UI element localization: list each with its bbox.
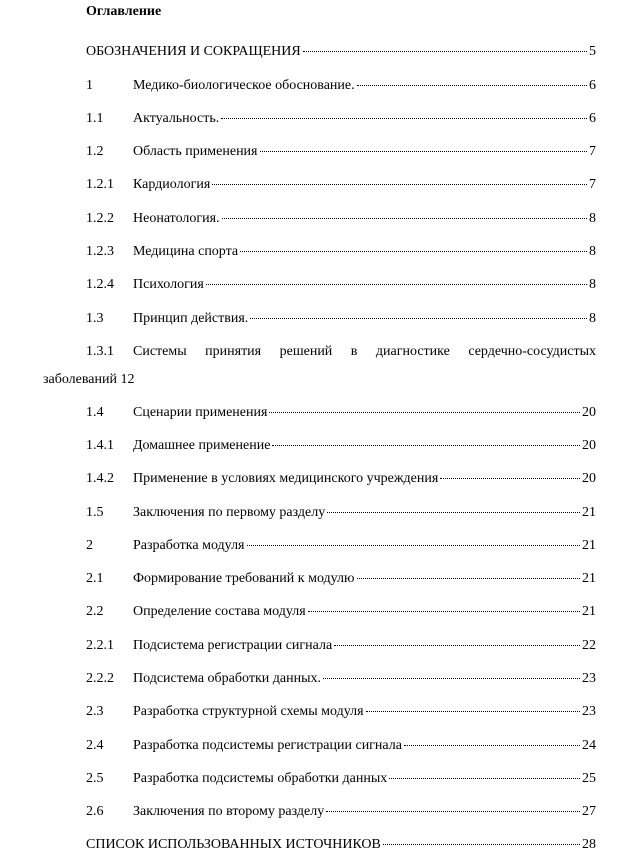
toc-entry-label: Принцип действия. (133, 311, 249, 326)
toc-entry-label: Медицина спорта (133, 244, 239, 259)
toc-entry-page: 20 (582, 438, 596, 453)
toc-entry-page: 28 (582, 837, 596, 852)
toc-entry-label: Системы принятия решений в диагностике сердечно-сосудистых (133, 344, 596, 359)
toc-entry-page: 27 (582, 804, 596, 819)
toc-entry-label: Кардиология (133, 177, 211, 192)
toc-entry-label: Разработка структурной схемы модуля (133, 704, 364, 719)
toc-entry[interactable] (86, 275, 596, 295)
toc-entry[interactable] (86, 76, 596, 96)
toc-entry[interactable] (86, 403, 596, 423)
dot-leader (260, 139, 588, 152)
toc-entry-page: 22 (582, 638, 596, 653)
toc-entry-label: Подсистема регистрации сигнала (133, 638, 333, 653)
toc-entry-number: 1.3.1 (86, 344, 114, 359)
dot-leader (440, 466, 580, 479)
toc-entry-label: Определение состава модуля (133, 604, 306, 619)
dot-leader (303, 39, 587, 52)
toc-entry-page: 21 (582, 571, 596, 586)
toc-entry-number: 2.6 (86, 804, 104, 819)
toc-entry-number: 1.4 (86, 405, 104, 420)
dot-leader (404, 733, 580, 746)
toc-entry-label: Домашнее применение (133, 438, 271, 453)
toc-entry-page: 21 (582, 604, 596, 619)
toc-entry-page: 23 (582, 704, 596, 719)
toc-entry-page: 21 (582, 538, 596, 553)
dot-leader (326, 799, 580, 812)
toc-entry[interactable] (86, 602, 596, 622)
toc-entry-page: 6 (589, 78, 596, 93)
toc-entry-number: 1.1 (86, 111, 104, 126)
toc-entry-page: 21 (582, 505, 596, 520)
toc-entry-page: 7 (589, 144, 596, 159)
toc-entry[interactable] (86, 42, 596, 62)
toc-entry-number: 1.4.2 (86, 471, 114, 486)
dot-leader (250, 306, 587, 319)
toc-entry[interactable] (86, 835, 596, 855)
toc-entry[interactable] (86, 436, 596, 456)
dot-leader (327, 500, 580, 513)
toc-entry-number: 2.4 (86, 738, 104, 753)
dot-leader (206, 272, 587, 285)
dot-leader (212, 172, 587, 185)
dot-leader (357, 73, 587, 86)
toc-entry[interactable] (86, 669, 596, 689)
toc-entry-page: 25 (582, 771, 596, 786)
toc-entry-page: 8 (589, 311, 596, 326)
toc-entry[interactable] (86, 769, 596, 789)
toc-entry-number: 2.2.1 (86, 638, 114, 653)
toc-entry[interactable] (86, 109, 596, 129)
toc-entry-label-cont: заболеваний (43, 372, 117, 387)
toc-entry-page: 6 (589, 111, 596, 126)
toc-entry-number: 1 (86, 78, 93, 93)
toc-entry-label: Психология (133, 277, 204, 292)
toc-entry-number: 1.2.1 (86, 177, 114, 192)
toc-entry[interactable] (86, 536, 596, 556)
toc-entry-page: 8 (589, 277, 596, 292)
toc-entry[interactable] (86, 309, 596, 329)
toc-entry-number: 1.2.3 (86, 244, 114, 259)
toc-entry-label: Разработка модуля (133, 538, 245, 553)
toc-entry-page: 12 (120, 372, 135, 387)
dot-leader (269, 400, 580, 413)
dot-leader (323, 666, 580, 679)
toc-entry-label: ОБОЗНАЧЕНИЯ И СОКРАЩЕНИЯ (86, 44, 301, 59)
toc-entry[interactable] (86, 636, 596, 656)
toc-entry[interactable] (86, 242, 596, 262)
toc-entry-number: 1.2.4 (86, 277, 114, 292)
toc-entry-number: 1.4.1 (86, 438, 114, 453)
dot-leader (308, 599, 580, 612)
toc-entry-continuation[interactable] (43, 370, 135, 390)
toc-entry-number: 2.2.2 (86, 671, 114, 686)
dot-leader (240, 239, 587, 252)
toc-entry-label: Разработка подсистемы обработки данных (133, 771, 388, 786)
toc-entry-page: 23 (582, 671, 596, 686)
toc-entry[interactable] (86, 736, 596, 756)
toc-entry-label: Формирование требований к модулю (133, 571, 355, 586)
dot-leader (247, 533, 581, 546)
dot-leader (366, 699, 580, 712)
toc-entry-label: Применение в условиях медицинского учреждения (133, 471, 439, 486)
dot-leader (222, 206, 587, 219)
toc-entry-page: 8 (589, 211, 596, 226)
toc-entry-label: Разработка подсистемы регистрации сигнала (133, 738, 402, 753)
toc-entry-label: Медико-биологическое обоснование. (133, 78, 355, 93)
toc-entry-number: 2.5 (86, 771, 104, 786)
dot-leader (389, 766, 580, 779)
toc-entry-label: Заключения по первому разделу (133, 505, 326, 520)
toc-entry-label: Сценарии применения (133, 405, 268, 420)
toc-entry[interactable] (86, 142, 596, 162)
toc-entry-label: Подсистема обработки данных. (133, 671, 321, 686)
toc-entry[interactable] (86, 469, 596, 489)
toc-entry-number: 2 (86, 538, 93, 553)
toc-entry-number: 1.2.2 (86, 211, 114, 226)
toc-entry-number: 2.3 (86, 704, 104, 719)
toc-entry-label: Неонатология. (133, 211, 220, 226)
toc-entry[interactable] (86, 503, 596, 523)
toc-entry-page: 5 (589, 44, 596, 59)
toc-entry[interactable] (86, 342, 596, 362)
dot-leader (383, 832, 580, 845)
toc-entry-number: 1.3 (86, 311, 104, 326)
toc-title: Оглавление (86, 4, 162, 19)
toc-entry-page: 7 (589, 177, 596, 192)
toc-entry-label: Актуальность. (133, 111, 220, 126)
toc-entry-number: 1.5 (86, 505, 104, 520)
toc-entry-number: 2.1 (86, 571, 104, 586)
dot-leader (221, 106, 587, 119)
dot-leader (272, 433, 580, 446)
dot-leader (357, 566, 581, 579)
toc-entry[interactable] (86, 175, 596, 195)
toc-entry-label: Заключения по второму разделу (133, 804, 325, 819)
toc-entry-label: Область применения (133, 144, 258, 159)
toc-entry-label: СПИСОК ИСПОЛЬЗОВАННЫХ ИСТОЧНИКОВ (86, 837, 381, 852)
toc-entry[interactable] (86, 702, 596, 722)
toc-entry[interactable] (86, 209, 596, 229)
toc-entry-page: 20 (582, 405, 596, 420)
toc-entry-number: 2.2 (86, 604, 104, 619)
toc-entry-page: 24 (582, 738, 596, 753)
toc-entry-page: 8 (589, 244, 596, 259)
dot-leader (334, 633, 580, 646)
toc-entry-page: 20 (582, 471, 596, 486)
toc-entry-number: 1.2 (86, 144, 104, 159)
toc-entry[interactable] (86, 802, 596, 822)
toc-entry[interactable] (86, 569, 596, 589)
